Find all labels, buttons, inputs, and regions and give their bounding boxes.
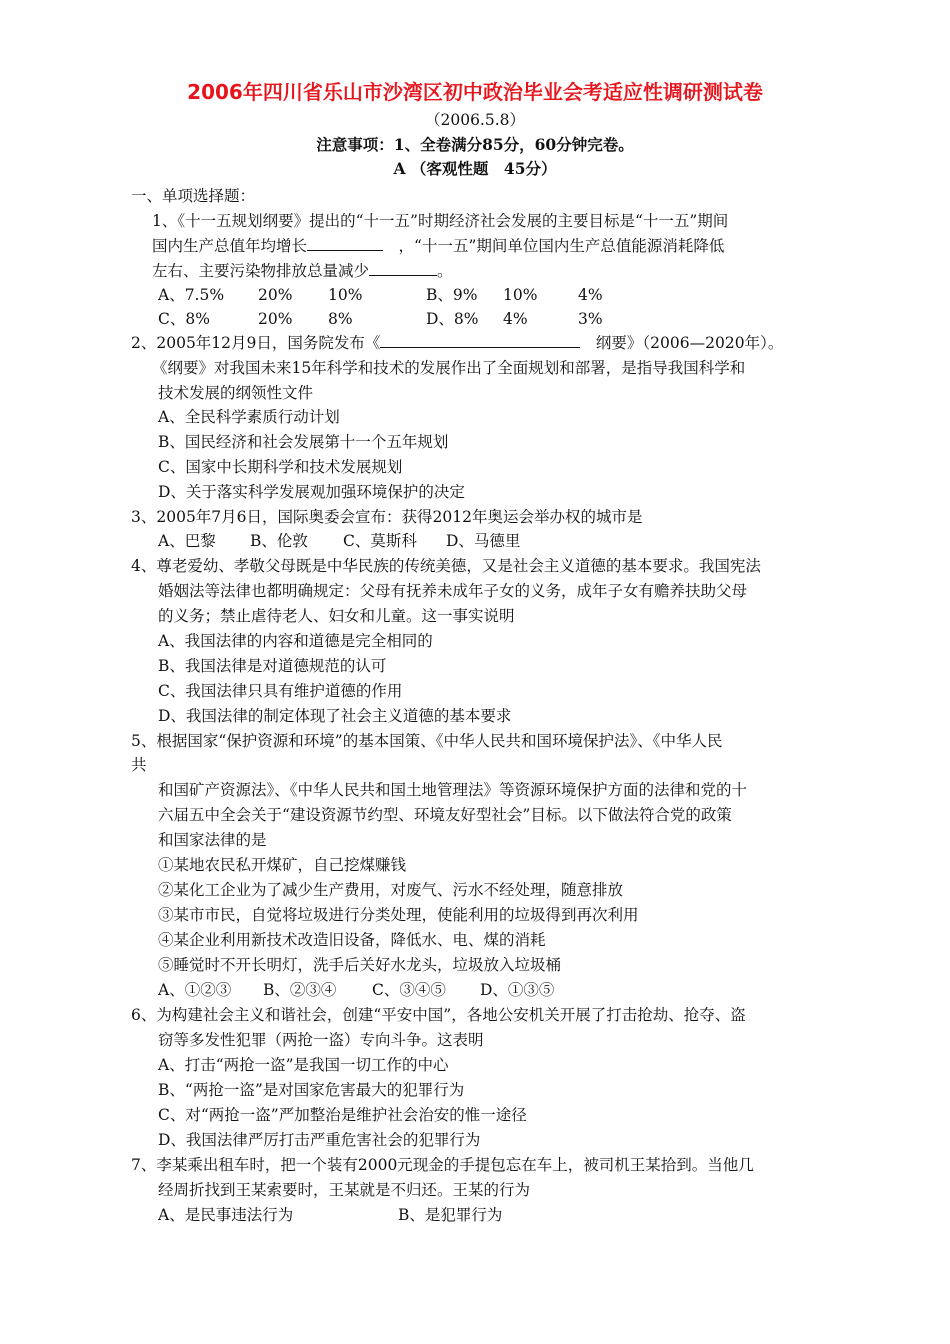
notice: 注意事项：1、全卷满分85分，60分钟完卷。 [316,135,634,154]
q5-line1: 5、根据国家“保护资源和环境”的基本国策、《中华人民共和国环境保护法》、《中华人民 [131,732,723,750]
q4-option-b: B、我国法律是对道德规范的认可 [158,657,387,675]
q7-line2: 经周折找到王某索要时，王某就是不归还。王某的行为 [158,1181,531,1199]
q6-line1: 6、为构建社会主义和谐社会，创建“平安中国”，各地公安机关开展了打击抢劫、抢夺、盗 [131,1006,746,1024]
answer-blank [380,333,580,348]
q6-option-d: D、我国法律严厉打击严重危害社会的犯罪行为 [158,1131,481,1149]
q1-line2: 国内生产总值年均增长 ，“十一五”期间单位国内生产总值能源消耗降低 [152,237,725,255]
q5-line4: 和国家法律的是 [158,831,267,849]
q1-line1: 1、《十一五规划纲要》提出的“十一五”时期经济社会发展的主要目标是“十一五”期间 [152,212,729,230]
q2-line1: 2、2005年12月9日，国务院发布《 纲要》（2006—2020年）。 [131,334,784,352]
q2-line2: 《纲要》对我国未来15年科学和技术的发展作出了全面规划和部署，是指导我国科学和 [152,359,746,377]
q1-option-d-2: 4% [503,310,528,328]
q4-line1: 4、尊老爱幼、孝敬父母既是中华民族的传统美德，又是社会主义道德的基本要求。我国宪法 [131,557,761,575]
q2-option-d: D、关于落实科学发展观加强环境保护的决定 [158,483,465,501]
q5-line2: 和国矿产资源法》、《中华人民共和国土地管理法》等资源环境保护方面的法律和党的十 [158,781,748,799]
q5-item-1: ①某地农民私开煤矿，自己挖煤赚钱 [158,856,407,874]
q5-option-d: D、①③⑤ [480,981,555,999]
q7-option-b: B、是犯罪行为 [398,1206,503,1224]
q6-option-b: B、“两抢一盗”是对国家危害最大的犯罪行为 [158,1081,465,1099]
q5-item-3: ③某市市民，自觉将垃圾进行分类处理，使能利用的垃圾得到再次利用 [158,906,639,924]
q5-line1-wrap: 共 [131,756,147,774]
q4-line3: 的义务；禁止虐待老人、妇女和儿童。这一事实说明 [158,607,515,625]
q1-option-b-2: 10% [503,286,538,304]
q1-option-b-3: 4% [578,286,603,304]
answer-blank [307,236,383,251]
q1-option-a-2: 20% [258,286,293,304]
q1-line3: 左右、主要污染物排放总量减少 。 [152,262,453,280]
q2-option-c: C、国家中长期科学和技术发展规划 [158,458,403,476]
answer-blank [369,261,437,276]
q5-item-5: ⑤睡觉时不开长明灯，洗手后关好水龙头，垃圾放入垃圾桶 [158,956,562,974]
q1-option-d-3: 3% [578,310,603,328]
q5-item-2: ②某化工企业为了减少生产费用，对废气、污水不经处理，随意排放 [158,881,624,899]
q6-option-c: C、对“两抢一盗”严加整治是维护社会治安的惟一途径 [158,1106,527,1124]
q5-line3: 六届五中全会关于“建设资源节约型、环境友好型社会”目标。以下做法符合党的政策 [158,806,732,824]
q4-option-d: D、我国法律的制定体现了社会主义道德的基本要求 [158,707,512,725]
q1-option-a-3: 10% [328,286,363,304]
q1-option-c-3: 8% [328,310,353,328]
q3-line1: 3、2005年7月6日，国际奥委会宣布：获得2012年奥运会举办权的城市是 [131,508,643,526]
exam-date: （2006.5.8） [424,111,526,129]
q3-option-a: A、巴黎 [158,532,216,550]
q5-option-b: B、②③④ [263,981,337,999]
q1-option-a: A、7.5% [158,286,225,304]
q5-item-4: ④某企业利用新技术改造旧设备，降低水、电、煤的消耗 [158,931,546,949]
q2-option-a: A、全民科学素质行动计划 [158,408,340,426]
q4-option-a: A、我国法律的内容和道德是完全相同的 [158,632,433,650]
q7-option-a: A、是民事违法行为 [158,1206,294,1224]
q3-option-c: C、莫斯科 [343,532,417,550]
q1-option-c-2: 20% [258,310,293,328]
q5-option-a: A、①②③ [158,981,232,999]
q5-option-c: C、③④⑤ [372,981,446,999]
q1-option-b: B、9% [426,286,478,304]
q3-option-b: B、伦敦 [250,532,308,550]
q6-option-a: A、打击“两抢一盗”是我国一切工作的中心 [158,1056,449,1074]
q7-line1: 7、李某乘出租车时，把一个装有2000元现金的手提包忘在车上，被司机王某拾到。当他几 [131,1156,754,1174]
q4-line2: 婚姻法等法律也都明确规定：父母有抚养未成年子女的义务，成年子女有赡养扶助父母 [158,582,748,600]
q2-line3: 技术发展的纲领性文件 [158,384,314,402]
q4-option-c: C、我国法律只具有维护道德的作用 [158,682,403,700]
q1-option-d: D、8% [426,310,479,328]
q6-line2: 窃等多发性犯罪（两抢一盗）专向斗争。这表明 [158,1031,484,1049]
part1-heading: 一、单项选择题： [131,187,256,205]
q2-option-b: B、国民经济和社会发展第十一个五年规划 [158,433,449,451]
q3-option-d: D、马德里 [446,532,521,550]
exam-title: 2006年四川省乐山市沙湾区初中政治毕业会考适应性调研测试卷 [187,80,763,104]
q1-option-c: C、8% [158,310,210,328]
section-a-heading: A （客观性题 45分） [393,159,557,178]
